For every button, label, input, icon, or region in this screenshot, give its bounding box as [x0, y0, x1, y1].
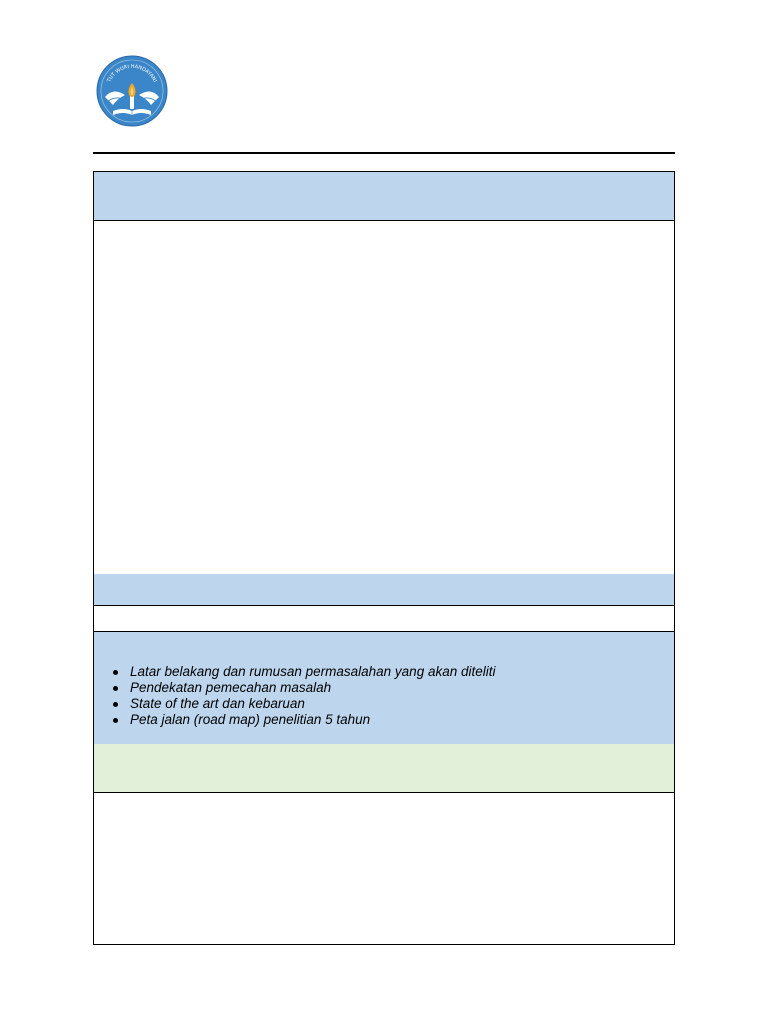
- guidance-row: [94, 632, 674, 744]
- list-item: Latar belakang dan rumusan permasalahan yang akan diteliti: [130, 664, 496, 679]
- content-area-row-2: [94, 606, 674, 632]
- guidance-list: [130, 664, 496, 728]
- content-area-row-3: [94, 793, 674, 945]
- section-header-row-2: [94, 574, 674, 606]
- list-item: Pendekatan pemecahan masalah: [130, 680, 496, 696]
- emblem-icon: [95, 55, 169, 127]
- tut-wuri-handayani-logo: [95, 55, 169, 127]
- list-item: State of the art dan kebaruan: [130, 696, 496, 712]
- proposal-form-table: [93, 171, 675, 945]
- section-header-row-1: [94, 172, 674, 221]
- list-item: Peta jalan (road map) penelitian 5 tahun: [130, 712, 496, 728]
- header-divider: [93, 152, 675, 154]
- emblem-motto: TUT WURI HANDAYANI: [106, 63, 158, 84]
- content-area-row-1: [94, 221, 674, 574]
- section-header-row-3: [94, 744, 674, 793]
